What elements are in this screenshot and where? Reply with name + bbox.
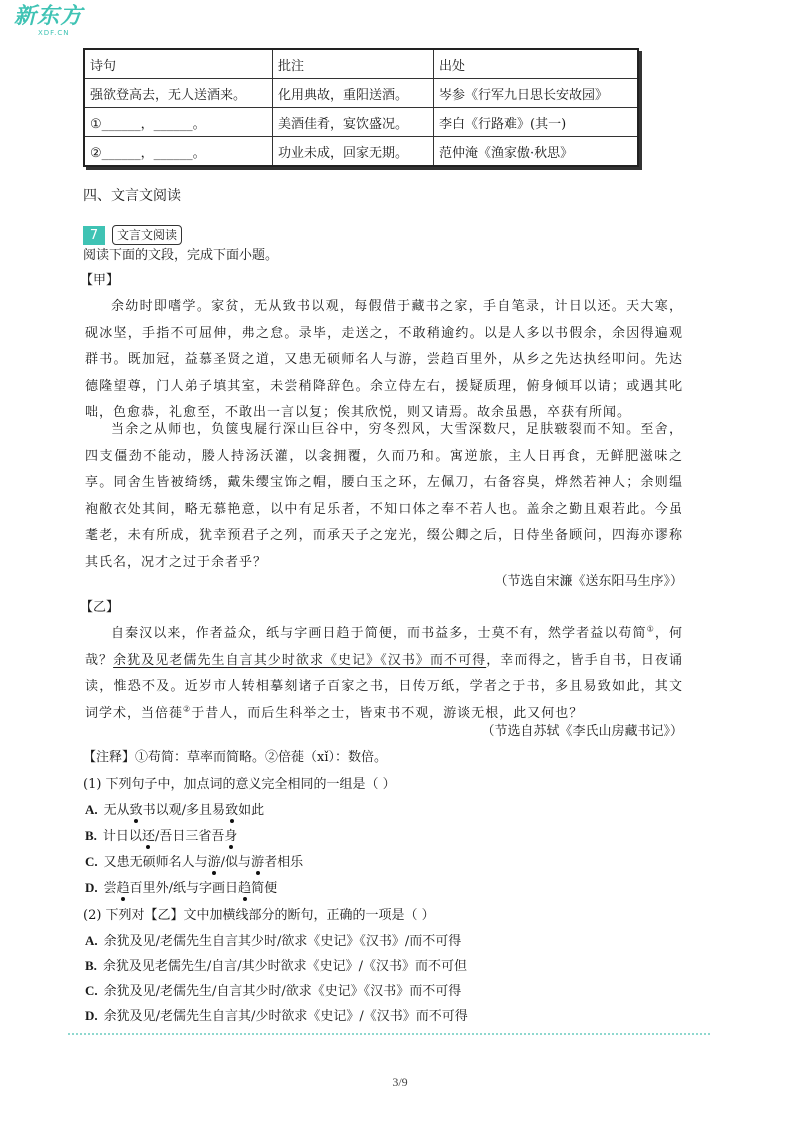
- option-letter: D.: [85, 1008, 98, 1023]
- question-1-option-d[interactable]: [85, 877, 277, 896]
- table-row: [84, 137, 638, 167]
- table-cell: 功业未成，回家无期。: [273, 137, 434, 167]
- passage-yi-label: 【乙】: [80, 600, 120, 615]
- option-letter: B.: [85, 958, 97, 973]
- table-cell-blank: ②______，______。: [84, 137, 273, 167]
- passage-jia-source: （节选自宋濂《送东阳马生序》）: [494, 574, 683, 589]
- dotted-word: 趋: [116, 881, 130, 896]
- question-1-option-a[interactable]: [85, 799, 264, 818]
- passage-yi-paragraph: [85, 621, 683, 727]
- question-1-option-c[interactable]: [85, 851, 303, 870]
- section-title: 四、文言文阅读: [83, 188, 181, 204]
- option-text: /吾日三省吾: [154, 829, 225, 844]
- table-cell: 范仲淹《渔家傲·秋思》: [434, 137, 639, 167]
- question-1-option-b[interactable]: [85, 825, 237, 844]
- table-cell: 岑参《行军九日思长安故园》: [434, 79, 639, 108]
- question-type-tag: 文言文阅读: [112, 225, 182, 245]
- dotted-word: 还: [141, 829, 155, 844]
- brand-logo: 新东方: [14, 4, 84, 29]
- question-2-stem: (2) 下列对【乙】文中加横线部分的断句，正确的一项是（ ）: [83, 908, 435, 923]
- footnote-marker: ②: [183, 704, 192, 714]
- table-cell-blank: ①______，______。: [84, 108, 273, 137]
- option-letter: D.: [85, 880, 98, 895]
- option-letter: A.: [85, 802, 98, 817]
- passage-yi-text: 自秦汉以来，作者益众，纸与字画日趋于简便，而书益多，士莫不有，然学者益以苟简: [111, 626, 647, 641]
- passage-yi-text: ，幸而得之，皆手自书，日夜诵读，惟恐不及。近岁市人转相摹刻诸子百家之书，日传万纸，学者之于书，多且易致如此，其文词学术，当倍蓰: [85, 652, 683, 721]
- option-text: 者相乐: [264, 855, 304, 870]
- dotted-word: 游: [251, 855, 265, 870]
- table-header-cell: 出处: [434, 49, 639, 79]
- passage-jia-label: 【甲】: [80, 273, 120, 288]
- option-text: /似与: [220, 855, 252, 870]
- table-header-cell: 批注: [273, 49, 434, 79]
- underlined-sentence: 余犹及见老儒先生自言其少时欲求《史记》《汉书》而不可得: [113, 652, 487, 668]
- option-letter: C.: [85, 983, 98, 998]
- question-2-option-d[interactable]: [85, 1005, 468, 1024]
- table-header-row: [84, 49, 638, 79]
- option-text: 余犹及见/老儒先生自言其/少时欲求《史记》/《汉书》而不可得: [103, 1009, 468, 1024]
- option-text: 简便: [251, 881, 278, 896]
- annotation-notes: 【注释】①苟简：草率而简略。②倍蓰（xǐ）：数倍。: [83, 750, 387, 765]
- passage-yi-source: （节选自苏轼《李氏山房藏书记》）: [481, 724, 683, 739]
- dotted-word: 致: [129, 803, 143, 818]
- brand-logo-sub: XDF.CN: [38, 29, 70, 37]
- option-letter: B.: [85, 828, 97, 843]
- option-text: 书以观/多且易: [142, 803, 226, 818]
- table-cell: 李白《行路难》(其一): [434, 108, 639, 137]
- dotted-word: 趋: [238, 881, 252, 896]
- option-text: 尝: [103, 881, 117, 896]
- option-text: 又患无硕师名人与: [103, 855, 208, 870]
- option-text: 计日以: [102, 829, 142, 844]
- table-row: [84, 79, 638, 108]
- footnote-marker: ①: [646, 624, 655, 634]
- option-text: 余犹及见/老儒先生自言其少时/欲求《史记》《汉书》/而不可得: [103, 934, 462, 949]
- question-intro: 阅读下面的文段，完成下面小题。: [83, 248, 279, 263]
- option-text: 百里外/纸与字画日: [129, 881, 239, 896]
- table-cell: 美酒佳肴，宴饮盛况。: [273, 108, 434, 137]
- option-text: 余犹及见/老儒先生/自言其少时/欲求《史记》《汉书》而不可得: [103, 984, 462, 999]
- passage-yi-text: 于昔人，而后生科举之士，皆束书不观，游谈无根，此又何也？: [191, 705, 584, 721]
- dotted-word: 致: [225, 803, 239, 818]
- poem-table: [83, 48, 639, 167]
- table-row: [84, 108, 638, 137]
- page-number: 3/9: [392, 1075, 408, 1089]
- passage-jia-paragraph-2: 当余之从师也，负箧曳屣行深山巨谷中，穷冬烈风，大雪深数尺，足肤皲裂而不知。至舍，四支僵劲不能动，媵人持汤沃灌，以衾拥覆，久而乃和。寓逆旅，主人日再食，无鲜肥滋味之享。同舍生皆被绮绣，戴朱缨宝饰之帽，腰白玉之环，左佩刀，右备容臭，烨然若神人；余则缊袍敝衣处其间，略无慕艳意，以中有足乐者，不知口体之奉不若人也。盖余之勤且艰若此。今虽耄老，未有所成，犹幸预君子之列，而承天子之宠光，缀公卿之后，日侍坐备顾问，四海亦谬称其氏名，况才之过于余者乎？: [85, 422, 683, 570]
- dotted-word: 游: [207, 855, 221, 870]
- option-text: 如此: [238, 803, 265, 818]
- question-2-option-a[interactable]: [85, 930, 461, 949]
- page-divider: [68, 1033, 710, 1035]
- option-letter: C.: [85, 854, 98, 869]
- passage-jia-paragraph-1: 余幼时即嗜学。家贫，无从致书以观，每假借于藏书之家，手自笔录，计日以还。天大寒，砚冰坚，手指不可屈伸，弗之怠。录毕，走送之，不敢稍逾约。以是人多以书假余，余因得遍观群书。既加冠，益慕圣贤之道，又患无硕师名人与游，尝趋百里外，从乡之先达执经叩问。先达德隆望尊，门人弟子填其室，未尝稍降辞色。余立侍左右，援疑质理，俯身倾耳以请；或遇其叱咄，色愈恭，礼愈至，不敢出一言以复；俟其欣悦，则又请焉。故余虽愚，卒获有所闻。: [85, 299, 683, 420]
- passage-yi-text: ，何哉？: [85, 626, 683, 668]
- option-text: 无从: [103, 803, 130, 818]
- question-1-stem: (1) 下列句子中，加点词的意义完全相同的一组是（ ）: [83, 777, 396, 792]
- table-cell: 化用典故，重阳送酒。: [273, 79, 434, 108]
- question-2-option-c[interactable]: [85, 980, 461, 999]
- question-2-option-b[interactable]: [85, 955, 467, 974]
- option-letter: A.: [85, 933, 98, 948]
- table-cell: 强欲登高去，无人送酒来。: [84, 79, 273, 108]
- option-text: 余犹及见老儒先生/自言/其少时欲求《史记》/《汉书》而不可但: [102, 959, 468, 974]
- table-header-cell: 诗句: [84, 49, 273, 79]
- dotted-word: 身: [224, 829, 238, 844]
- question-number-badge: 7: [83, 226, 105, 245]
